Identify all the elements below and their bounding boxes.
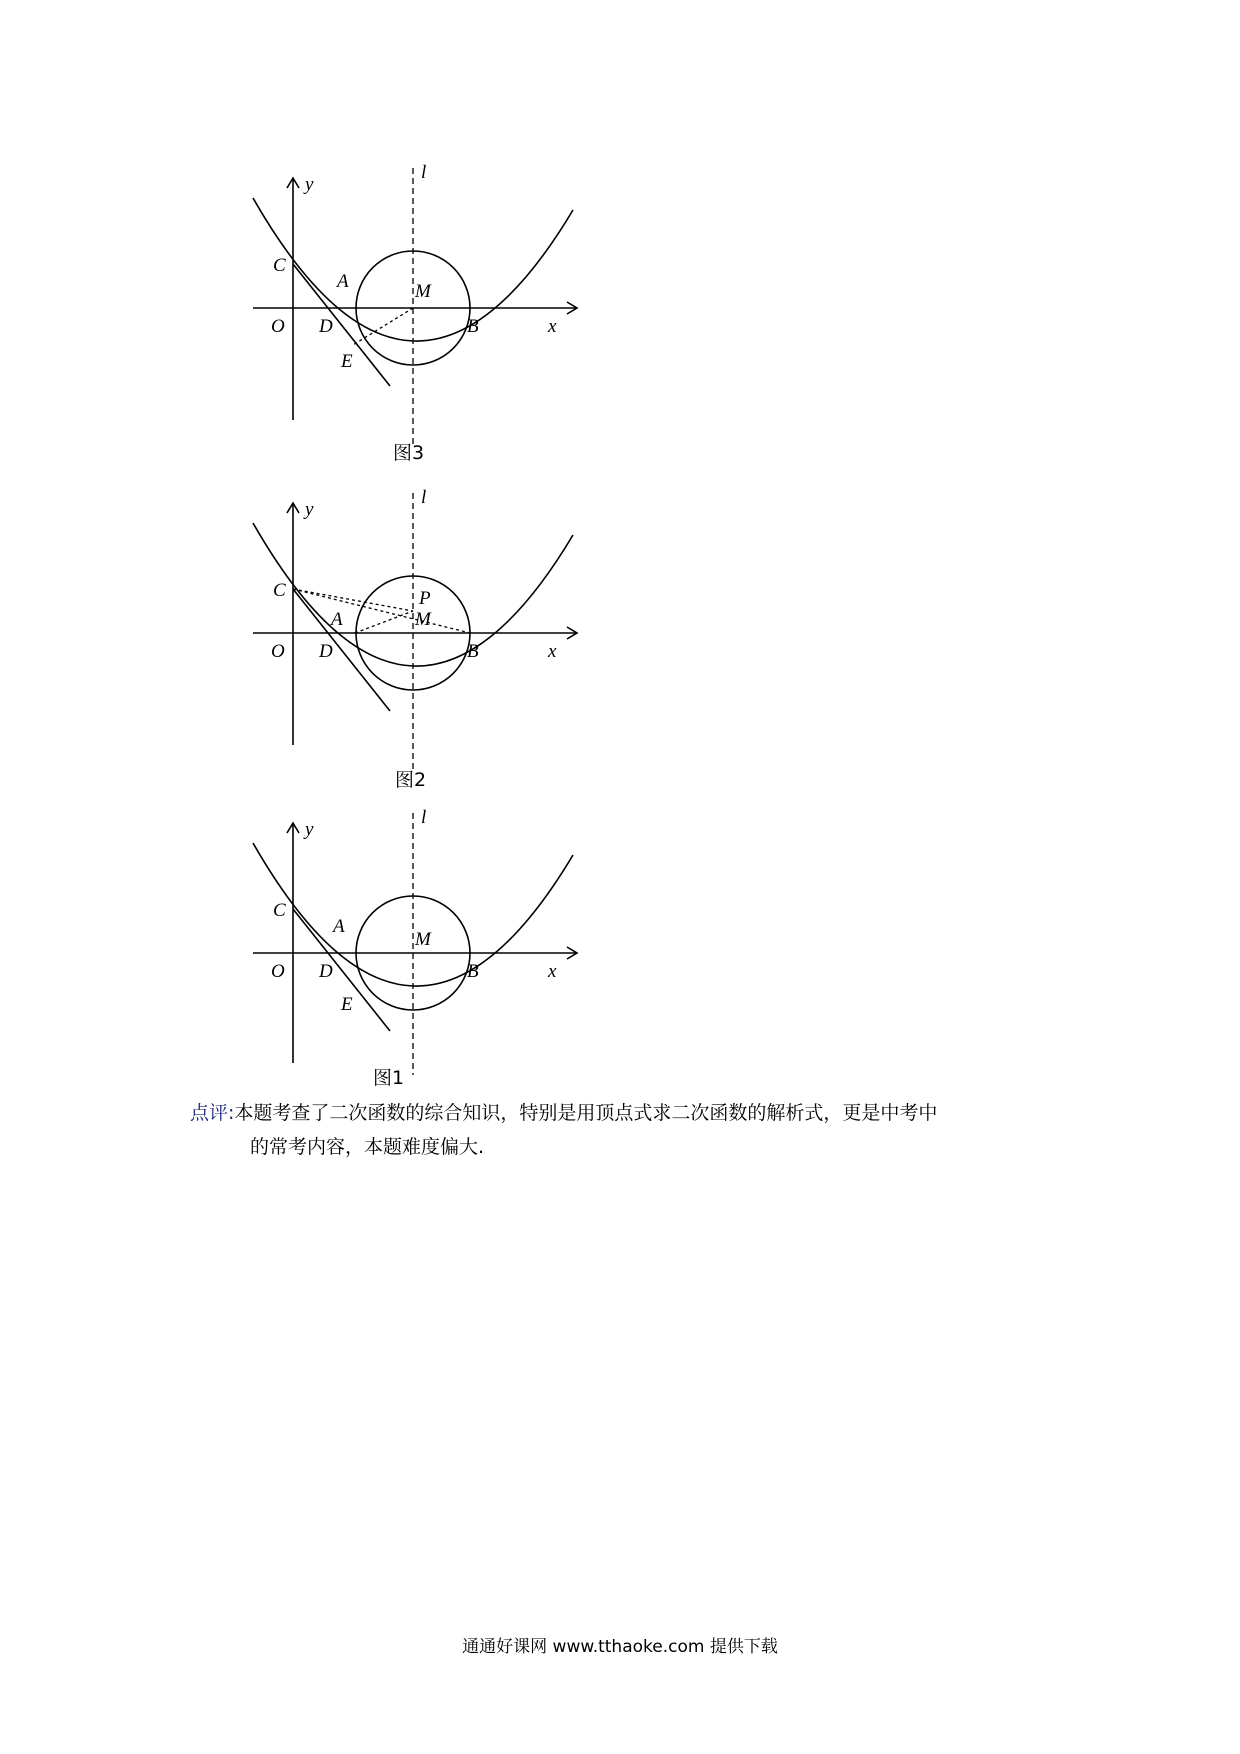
label-x: x (548, 961, 557, 982)
label-x: x (548, 316, 557, 337)
label-c: C (273, 255, 286, 276)
label-l: l (421, 162, 427, 183)
label-m: M (415, 609, 431, 630)
figure-1-caption: 图1 (373, 1067, 405, 1089)
label-l: l (421, 807, 427, 828)
segment-cp (293, 589, 413, 611)
segment-dp (355, 611, 413, 633)
figure-1 (245, 805, 585, 1105)
comment-line-2: 的常考内容，本题难度偏大. (250, 1136, 485, 1158)
label-c: C (273, 580, 286, 601)
label-o: O (271, 961, 285, 982)
label-p: P (419, 588, 431, 609)
label-y: y (305, 819, 314, 840)
label-o: O (271, 316, 285, 337)
label-d: D (319, 961, 333, 982)
tangent-line (293, 589, 390, 711)
figure-3-diagram (245, 160, 585, 450)
segment-cb (293, 589, 470, 633)
label-d: D (319, 641, 333, 662)
comment-tag: 点评: (190, 1102, 235, 1124)
label-l: l (421, 487, 427, 508)
label-x: x (548, 641, 557, 662)
label-y: y (305, 499, 314, 520)
figure-3 (245, 160, 585, 464)
figure-1-diagram (245, 805, 585, 1095)
figure-2-caption: 图2 (395, 769, 427, 791)
label-y: y (305, 174, 314, 195)
label-a: A (331, 609, 343, 630)
label-b: B (467, 316, 479, 337)
comment-section (190, 1096, 1070, 1164)
label-c: C (273, 900, 286, 921)
label-m: M (415, 281, 431, 302)
label-m: M (415, 929, 431, 950)
label-a: A (337, 271, 349, 292)
label-o: O (271, 641, 285, 662)
label-e: E (341, 351, 353, 372)
figure-2 (245, 485, 585, 791)
label-a: A (333, 916, 345, 937)
label-e: E (341, 994, 353, 1015)
figure-2-diagram (245, 485, 585, 775)
comment-line-1: 本题考查了二次函数的综合知识，特别是用顶点式求二次函数的解析式，更是中考中 (234, 1102, 938, 1124)
figure-3-caption: 图3 (393, 442, 425, 464)
page-footer: 通通好课网 www.tthaoke.com 提供下载 (462, 1637, 778, 1657)
label-b: B (467, 961, 479, 982)
label-b: B (467, 641, 479, 662)
label-d: D (319, 316, 333, 337)
